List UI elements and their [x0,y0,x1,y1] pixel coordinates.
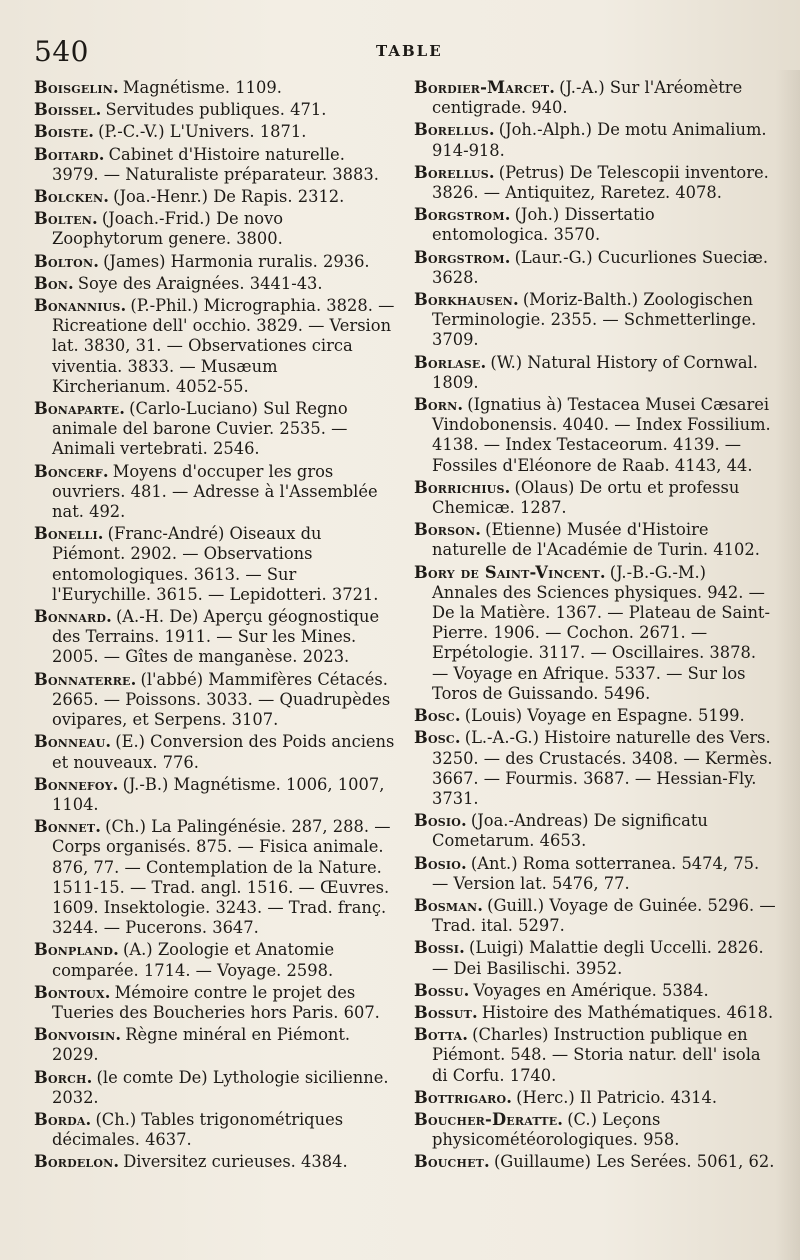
entry-author: Bonaparte. [34,399,126,419]
entry-author: Boissel. [34,100,102,120]
entry-works: Voyages en Amérique. 5384. [473,980,709,1000]
entry-works: (Laur.-G.) Cucurliones Sueciæ. 3628. [432,247,769,287]
entry-author: Bonelli. [34,524,104,544]
running-title: TABLE [376,42,443,60]
index-entry [414,811,776,851]
index-entry [34,1025,396,1065]
index-entry [414,938,776,978]
entry-author: Bonpland. [34,940,120,960]
index-entry [414,290,776,351]
entry-author: Borch. [34,1067,93,1087]
index-entry [414,981,776,1001]
entry-works: (A.) Zoologie et Anatomie comparée. 1714. — Voyage. 2598. [52,940,335,980]
entry-works: (C.) Leçons physicométéorologiques. 958. [432,1109,680,1150]
entry-author: Bosio. [414,853,467,873]
entry-works: Soye des Araignées. 3441-43. [77,273,323,293]
index-entry [414,854,776,894]
entry-author: Bosc. [414,706,461,726]
index-entry [414,896,776,936]
entry-works: (A.-H. De) Aperçu géognostique des Terrains. 1911. — Sur les Mines. 2005. — Gîtes de manganèse. 2023. [52,607,380,667]
index-entry [34,252,396,272]
entry-works: (Joa.-Henr.) De Rapis. 2312. [113,187,345,207]
entry-author: Bosc. [414,728,461,748]
index-entry [414,1110,776,1150]
left-column [34,78,396,1175]
entry-works: (P.-C.-V.) L'Univers. 1871. [98,122,307,142]
index-entry [34,100,396,120]
entry-works: (Olaus) De ortu et professu Chemicæ. 1287. [432,477,740,518]
entry-author: Bottrigaro. [414,1087,513,1107]
index-entry [414,1003,776,1023]
entry-author: Botta. [414,1025,469,1045]
entry-author: Bonnaterre. [34,669,137,689]
entry-works: (Ch.) La Palingénésie. 287, 288. — Corps organisés. 875. — Fisica animale. 876, 77. — Contemplation de la Nature. 1511-15. — Trad. angl. 1516. — Œuvres. 1609. Insektologie. 3243. — Trad. franç. 3244. — Pucerons. 3647. [52,817,391,938]
entry-works: (Joa.-Andreas) De significatu Cometarum. 4653. [432,811,708,851]
entry-author: Bonnefoy. [34,774,119,794]
entry-works: (Moriz-Balth.) Zoologischen Terminologie. 2355. — Schmetterlinge. 3709. [432,290,757,350]
entry-works: (Joh.) Dissertatio entomologica. 3570. [432,205,655,245]
entry-works: (L.-A.-G.) Histoire naturelle des Vers. 3250. — des Crustacés. 3408. — Kermès. 3667. — Fourmis. 3687. — Hessian-Fly. 3731. [432,728,773,808]
index-entry [414,478,776,518]
index-entry [414,706,776,726]
entry-author: Bosio. [414,811,467,831]
index-entry [414,205,776,245]
entry-author: Bonannius. [34,296,127,316]
entry-author: Bolten. [34,209,98,229]
index-entry [34,940,396,980]
index-entry [414,395,776,476]
entry-works: (le comte De) Lythologie sicilienne. 2032. [52,1067,389,1107]
index-entry [34,462,396,523]
index-entry [34,1110,396,1150]
entry-author: Bonneau. [34,732,112,752]
entry-works: (Ant.) Roma sotterranea. 5474, 75. — Version lat. 5476, 77. [432,853,760,893]
index-entry [414,78,776,118]
page-header [34,34,766,74]
index-entry [414,520,776,560]
entry-author: Borgstrom. [414,247,511,267]
entry-author: Boncerf. [34,461,109,481]
entry-author: Borkhausen. [414,290,519,310]
entry-author: Bonnard. [34,607,112,627]
page-edge-shadow [776,70,800,1260]
entry-works: (W.) Natural History of Cornwal. 1809. [432,352,758,392]
index-entry [34,524,396,605]
entry-author: Bory de Saint-Vincent. [414,562,606,582]
entry-works: (Joh.-Alph.) De motu Animalium. 914-918. [432,120,767,160]
entry-author: Borgstrom. [414,205,511,225]
entry-works: (Herc.) Il Patricio. 4314. [516,1087,718,1107]
entry-author: Bossut. [414,1002,478,1022]
entry-author: Bontoux. [34,982,111,1002]
entry-author: Borda. [34,1109,92,1129]
entry-works: (l'abbé) Mammifères Cétacés. 2665. — Poissons. 3033. — Quadrupèdes ovipares, et Serpens. 3107. [52,669,391,730]
entry-works: Histoire des Mathématiques. 4618. [481,1002,774,1022]
entry-author: Boitard. [34,144,105,164]
entry-author: Bolcken. [34,187,110,207]
entry-author: Bon. [34,273,74,293]
entry-author: Bolton. [34,251,100,271]
entry-works: (J.-B.) Magnétisme. 1006, 1007, 1104. [52,774,385,814]
index-entry [414,248,776,288]
entry-works: (James) Harmonia ruralis. 2936. [103,251,370,271]
entry-works: Diversitez curieuses. 4384. [123,1152,348,1172]
index-entry [414,353,776,393]
entry-works: (J.-A.) Sur l'Aréomètre centigrade. 940. [432,78,743,118]
index-entry [34,983,396,1023]
entry-works: (J.-B.-G.-M.) Annales des Sciences physiques. 942. — De la Matière. 1367. — Plateau de Saint-Pierre. 1906. — Cochon. 2671. — Erpétologie. 3117. — Oscillaires. 3878. — Voyage en Afrique. 5337. — Sur los Toros de Guissando. 5496. [432,562,770,703]
index-entry [34,1152,396,1172]
index-entry [34,145,396,185]
index-entry [414,1025,776,1086]
index-entry [34,296,396,397]
entry-author: Born. [414,395,464,415]
index-entry [34,122,396,142]
entry-author: Bordelon. [34,1152,120,1172]
index-entry [34,274,396,294]
index-entry [414,563,776,704]
page-number: 540 [34,35,89,68]
entry-works: (Guill.) Voyage de Guinée. 5296. — Trad. ital. 5297. [432,895,776,936]
index-entry [34,187,396,207]
entry-works: (Luigi) Malattie degli Uccelli. 2826. — Dei Basilischi. 3952. [432,938,764,978]
entry-author: Borrichius. [414,477,511,497]
entry-author: Boiste. [34,122,95,142]
entry-works: Règne minéral en Piémont. 2029. [52,1025,351,1065]
entry-works: (Charles) Instruction publique en Piémont. 548. — Storia natur. dell' isola di Corfu. 1740. [432,1025,761,1085]
index-entry [34,817,396,938]
entry-works: (Louis) Voyage en Espagne. 5199. [464,706,745,726]
index-entry [34,1068,396,1108]
index-entry [34,607,396,668]
entry-works: (Ch.) Tables trigonométriques décimales. 4637. [52,1109,344,1150]
entry-author: Bouchet. [414,1152,490,1172]
entry-author: Boisgelin. [34,78,119,97]
entry-works: (Franc-André) Oiseaux du Piémont. 2902. — Observations entomologiques. 3613. — Sur l'Eurychille. 3615. — Lepidotteri. 3721. [52,524,379,604]
index-entry [34,670,396,731]
entry-author: Bossi. [414,938,466,958]
entry-works: Magnétisme. 1109. [122,78,282,97]
entry-works: (Joach.-Frid.) De novo Zoophytorum genere. 3800. [52,209,284,249]
entry-author: Bonvoisin. [34,1025,122,1045]
index-entry [414,1088,776,1108]
entry-author: Borellus. [414,120,495,140]
entry-works: (Etienne) Musée d'Histoire naturelle de l'Académie de Turin. 4102. [432,520,760,560]
index-entry [34,732,396,772]
index-entry [414,1152,776,1172]
index-entry [414,120,776,160]
index-entry [34,775,396,815]
index-entry [34,399,396,460]
entry-works: (Ignatius à) Testacea Musei Cæsarei Vindobonensis. 4040. — Index Fossilium. 4138. — Index Testaceorum. 4139. — Fossiles d'Eléonore de Raab. 4143, 44. [432,395,771,475]
index-entry [34,209,396,249]
entry-works: (Guillaume) Les Serées. 5061, 62. [493,1152,775,1172]
entry-author: Borson. [414,520,482,540]
index-entry [34,78,396,98]
entry-works: (P.-Phil.) Micrographia. 3828. — Ricreatione dell' occhio. 3829. — Version lat. 3830, 31. — Observationes circa viventia. 3833. — Musæum Kircherianum. 4052-55. [52,296,395,396]
index-entry [414,728,776,809]
entry-works: (Petrus) De Telescopii inventore. 3826. — Antiquitez, Raretez. 4078. [432,162,769,203]
right-column [414,78,776,1175]
entry-works: Cabinet d'Histoire naturelle. 3979. — Naturaliste préparateur. 3883. [52,144,379,184]
entry-author: Borlase. [414,352,487,372]
entry-works: Moyens d'occuper les gros ouvriers. 481. — Adresse à l'Assemblée nat. 492. [52,461,378,522]
entry-author: Borellus. [414,162,495,182]
entry-author: Bossu. [414,980,470,1000]
entry-works: (E.) Conversion des Poids anciens et nouveaux. 776. [52,732,395,772]
entry-works: Servitudes publiques. 471. [105,100,327,120]
entry-works: (Carlo-Luciano) Sul Regno animale del barone Cuvier. 2535. — Animali vertebrati. 2546. [52,399,348,459]
entry-works: Mémoire contre le projet des Tueries des Boucheries hors Paris. 607. [52,982,380,1022]
entry-author: Bosman. [414,895,484,915]
entry-author: Bordier-Marcet. [414,78,556,97]
index-columns [34,78,776,1175]
entry-author: Bonnet. [34,817,102,837]
index-entry [414,163,776,203]
entry-author: Boucher-Deratte. [414,1109,564,1129]
